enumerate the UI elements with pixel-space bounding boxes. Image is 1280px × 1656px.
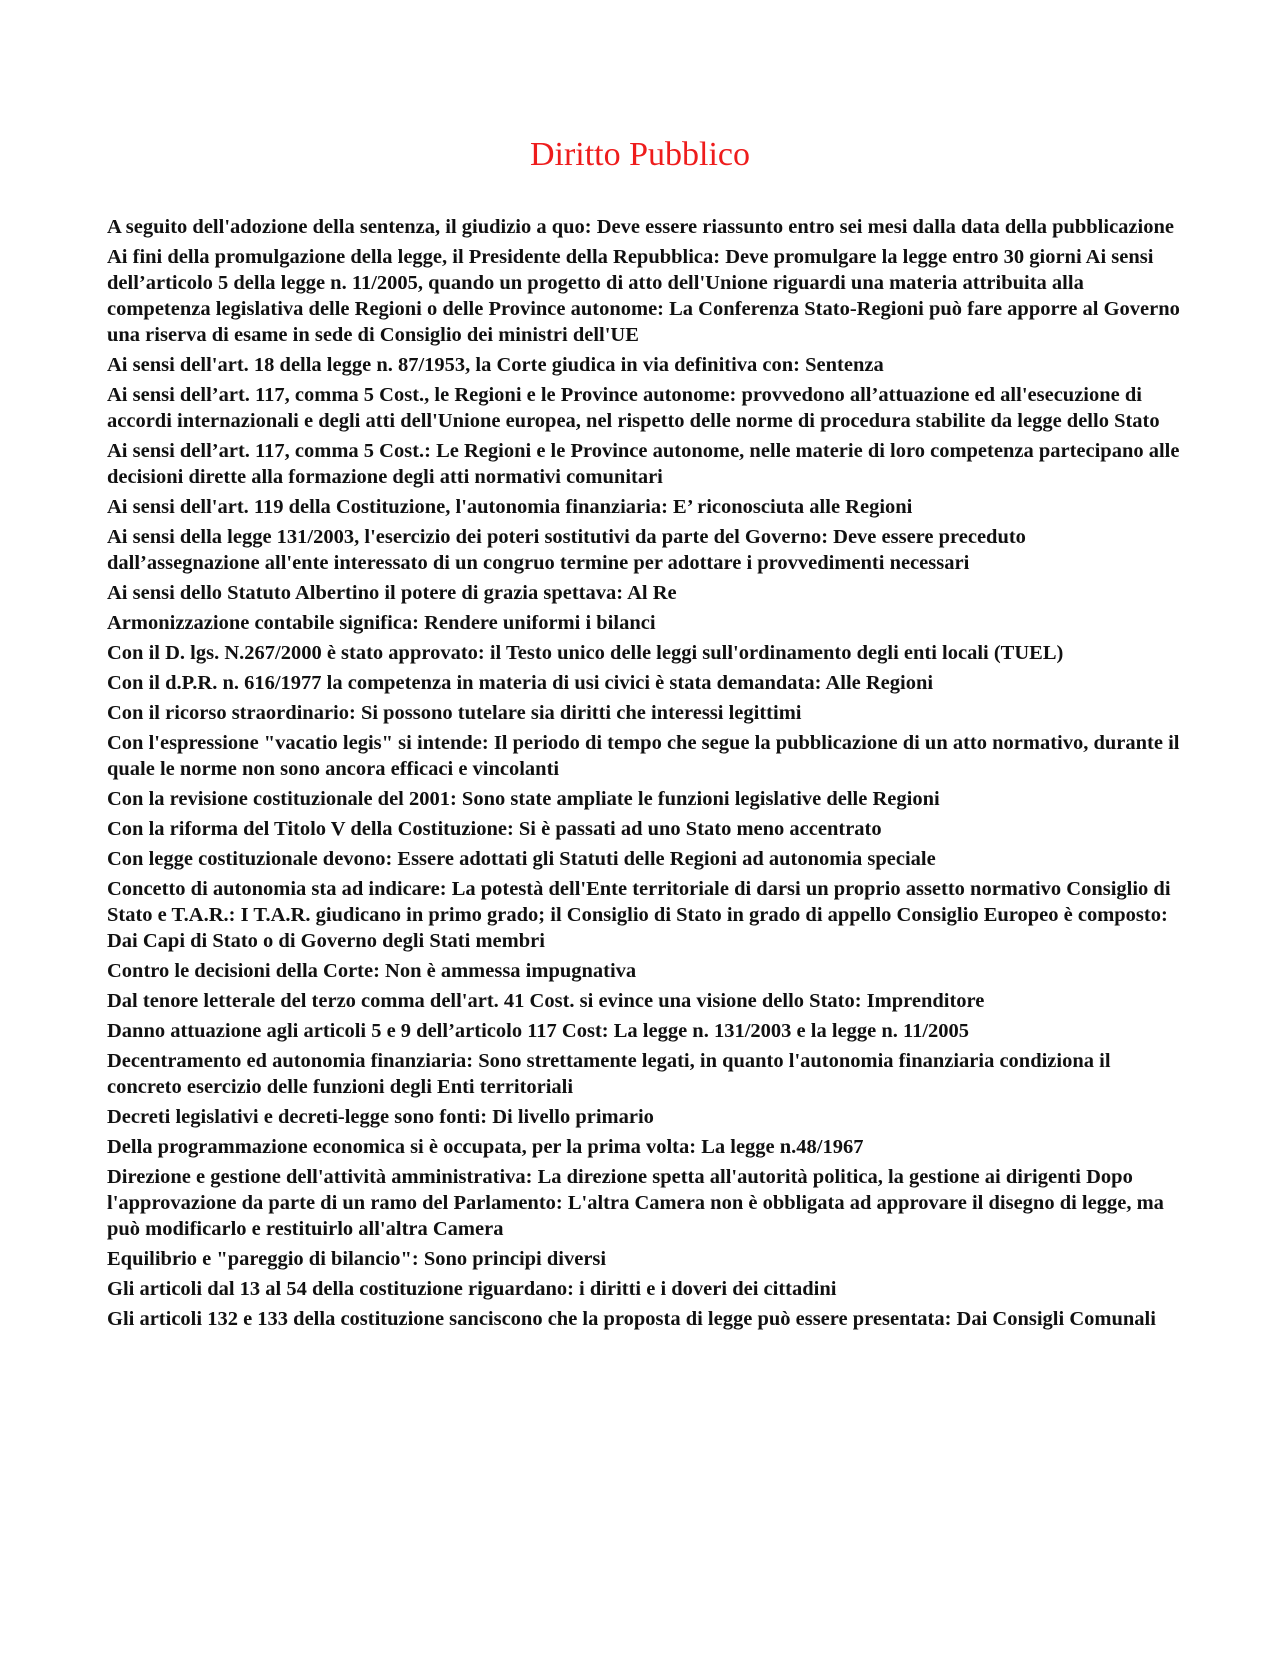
document-title: Diritto Pubblico — [529, 136, 751, 173]
entries-list — [107, 214, 1181, 1336]
entry: Con l'espressione "vacatio legis" si intende: Il periodo di tempo che segue la pubblicazione di un atto normativo, durante il quale le norme non sono ancora efficaci e vincolanti — [107, 732, 1180, 780]
entry: Concetto di autonomia sta ad indicare: La potestà dell'Ente territoriale di darsi un proprio assetto normativo Consiglio di Stato e T.A.R.: I T.A.R. giudicano in primo grado; il Consiglio di Stato in grado di appello Consiglio Europeo è composto: Dai Capi di Stato o di Governo degli Stati membri — [107, 878, 1171, 952]
entry: Gli articoli 132 e 133 della costituzione sanciscono che la proposta di legge può essere presentata: Dai Consigli Comunali — [107, 1308, 1156, 1330]
entry: Con la revisione costituzionale del 2001: Sono state ampliate le funzioni legislative delle Regioni — [107, 788, 940, 810]
entry: Ai sensi dell'art. 18 della legge n. 87/1953, la Corte giudica in via definitiva con: Sentenza — [107, 354, 884, 376]
entry: Ai sensi dello Statuto Albertino il potere di grazia spettava: Al Re — [107, 582, 677, 604]
entry: Equilibrio e "pareggio di bilancio": Sono principi diversi — [107, 1248, 607, 1270]
entry: Decentramento ed autonomia finanziaria: Sono strettamente legati, in quanto l'autonomia finanziaria condiziona il concreto esercizio delle funzioni degli Enti territoriali — [107, 1050, 1111, 1098]
entry: Con la riforma del Titolo V della Costituzione: Si è passati ad uno Stato meno accentrato — [107, 818, 882, 840]
entry: A seguito dell'adozione della sentenza, il giudizio a quo: Deve essere riassunto entro sei mesi dalla data della pubblicazione — [107, 216, 1174, 238]
entry: Ai sensi della legge 131/2003, l'esercizio dei poteri sostitutivi da parte del Governo: Deve essere preceduto dall’assegnazione all'ente interessato di un congruo termine per adottare i provvedimenti necessari — [107, 526, 1026, 574]
entry: Della programmazione economica si è occupata, per la prima volta: La legge n.48/1967 — [107, 1136, 864, 1158]
entry: Direzione e gestione dell'attività amministrativa: La direzione spetta all'autorità politica, la gestione ai dirigenti Dopo l'approvazione da parte di un ramo del Parlamento: L'altra Camera non è obbligata ad approvare il disegno di legge, ma può modificarlo e restituirlo all'altra Camera — [107, 1166, 1164, 1240]
entry: Ai sensi dell’art. 117, comma 5 Cost., le Regioni e le Province autonome: provvedono all’attuazione ed all'esecuzione di accordi internazionali e degli atti dell'Unione europea, nel rispetto delle norme di procedura stabilite da legge dello Stato — [107, 384, 1160, 432]
entry: Con il ricorso straordinario: Si possono tutelare sia diritti che interessi legittimi — [107, 702, 802, 724]
entry: Contro le decisioni della Corte: Non è ammessa impugnativa — [107, 960, 637, 982]
entry: Ai sensi dell’art. 117, comma 5 Cost.: Le Regioni e le Province autonome, nelle materie di loro competenza partecipano alle decisioni dirette alla formazione degli atti normativi comunitari — [107, 440, 1180, 488]
entry: Con il D. lgs. N.267/2000 è stato approvato: il Testo unico delle leggi sull'ordinamento degli enti locali (TUEL) — [107, 642, 1064, 664]
entry: Dal tenore letterale del terzo comma dell'art. 41 Cost. si evince una visione dello Stato: Imprenditore — [107, 990, 985, 1012]
entry: Decreti legislativi e decreti-legge sono fonti: Di livello primario — [107, 1106, 654, 1128]
entry: Gli articoli dal 13 al 54 della costituzione riguardano: i diritti e i doveri dei cittadini — [107, 1278, 837, 1300]
entry: Ai fini della promulgazione della legge, il Presidente della Repubblica: Deve promulgare la legge entro 30 giorni Ai sensi dell’articolo 5 della legge n. 11/2005, quando un progetto di atto dell'Unione riguardi una materia attribuita alla competenza legislativa delle Regioni o delle Province autonome: La Conferenza Stato-Regioni può fare apporre al Governo una riserva di esame in sede di Consiglio dei ministri dell'UE — [107, 246, 1180, 346]
entry: Con il d.P.R. n. 616/1977 la competenza in materia di usi civici è stata demandata: Alle Regioni — [107, 672, 934, 694]
entry: Armonizzazione contabile significa: Rendere uniformi i bilanci — [107, 612, 656, 634]
entry: Ai sensi dell'art. 119 della Costituzione, l'autonomia finanziaria: E’ riconosciuta alle Regioni — [107, 496, 913, 518]
entry: Danno attuazione agli articoli 5 e 9 dell’articolo 117 Cost: La legge n. 131/2003 e la legge n. 11/2005 — [107, 1020, 970, 1042]
entry: Con legge costituzionale devono: Essere adottati gli Statuti delle Regioni ad autonomia speciale — [107, 848, 936, 870]
